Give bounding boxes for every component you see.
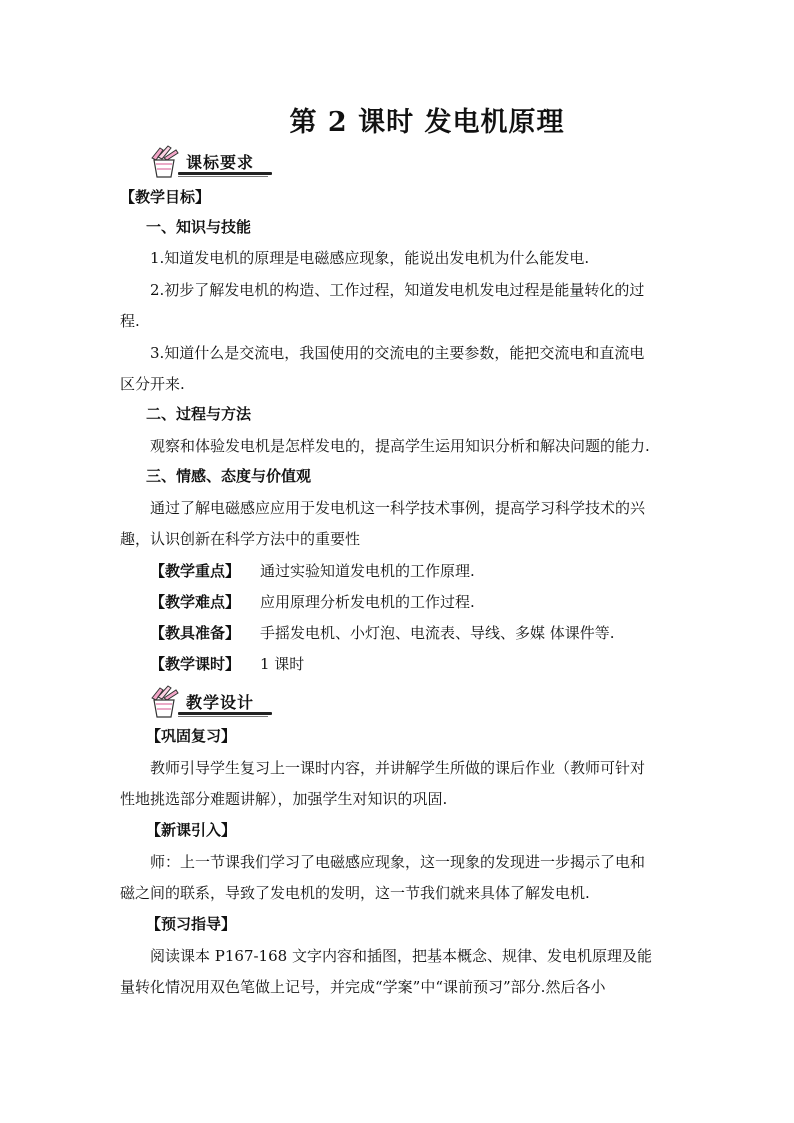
teaching-focus-key: 【教学重点】 xyxy=(150,562,241,580)
section-heading-objectives: 【教学目标】 xyxy=(120,188,211,206)
teaching-difficulty xyxy=(150,592,475,612)
subheading-knowledge: 一、知识与技能 xyxy=(146,218,252,236)
paragraph-line: 通过了解电磁感应应用于发电机这一科学技术事例，提高学习科学技术的兴 xyxy=(150,499,646,517)
subheading-attitudes: 三、情感、态度与价值观 xyxy=(146,467,312,485)
paragraph-line: 3.知道什么是交流电，我国使用的交流电的主要参数，能把交流电和直流电 xyxy=(150,344,645,362)
teaching-tools-value: 手摇发电机、小灯泡、电流表、导线、多媒 体课件等. xyxy=(260,624,615,642)
paragraph-line: 教师引导学生复习上一课时内容，并讲解学生所做的课后作业（教师可针对 xyxy=(150,759,646,777)
section-badge-design xyxy=(148,684,273,720)
page-title: 第 2 课时 发电机原理 xyxy=(289,107,565,138)
section-heading-preview: 【预习指导】 xyxy=(146,915,237,933)
section-heading-intro: 【新课引入】 xyxy=(146,821,237,839)
paragraph-line: 观察和体验发电机是怎样发电的，提高学生运用知识分析和解决问题的能力. xyxy=(150,437,650,455)
paragraph-line: 区分开来. xyxy=(120,375,185,393)
paragraph-line: 程. xyxy=(120,312,140,330)
paragraph-line: 趣，认识创新在科学方法中的重要性 xyxy=(120,530,361,548)
paragraph-line: 量转化情况用双色笔做上记号，并完成“学案”中“课前预习”部分.然后各小 xyxy=(120,978,606,996)
paragraph-line: 师：上一节课我们学习了电磁感应现象，这一现象的发现进一步揭示了电和 xyxy=(150,853,646,871)
subheading-methods: 二、过程与方法 xyxy=(146,405,252,423)
paragraph-line: 1.知道发电机的原理是电磁感应现象，能说出发电机为什么能发电. xyxy=(150,249,590,267)
teaching-focus-value: 通过实验知道发电机的工作原理. xyxy=(260,562,475,580)
teaching-hours-value: 1 课时 xyxy=(260,655,305,673)
badge-label: 课标要求 xyxy=(186,153,255,172)
teaching-difficulty-value: 应用原理分析发电机的工作过程. xyxy=(260,593,475,611)
badge-underline xyxy=(178,712,272,715)
badge-underline xyxy=(178,172,272,175)
pencil-cup-icon xyxy=(148,684,182,720)
paragraph-line: 性地挑选部分难题讲解），加强学生对知识的巩固. xyxy=(120,790,448,808)
teaching-difficulty-key: 【教学难点】 xyxy=(150,593,241,611)
teaching-focus xyxy=(150,561,475,581)
pencil-cup-icon xyxy=(148,144,182,180)
teaching-tools xyxy=(150,623,615,643)
teaching-hours-key: 【教学课时】 xyxy=(150,655,241,673)
teaching-hours xyxy=(150,654,304,674)
badge-underline-thin xyxy=(178,176,268,177)
section-heading-review: 【巩固复习】 xyxy=(146,727,237,745)
badge-label: 教学设计 xyxy=(186,693,255,712)
section-badge-standards xyxy=(148,144,273,180)
paragraph-line: 磁之间的联系，导致了发电机的发明，这一节我们就来具体了解发电机. xyxy=(120,884,590,902)
badge-underline-thin xyxy=(178,716,268,717)
paragraph-line: 阅读课本 P167-168 文字内容和插图，把基本概念、规律、发电机原理及能 xyxy=(150,947,652,965)
paragraph-line: 2.初步了解发电机的构造、工作过程，知道发电机发电过程是能量转化的过 xyxy=(150,281,645,299)
teaching-tools-key: 【教具准备】 xyxy=(150,624,241,642)
